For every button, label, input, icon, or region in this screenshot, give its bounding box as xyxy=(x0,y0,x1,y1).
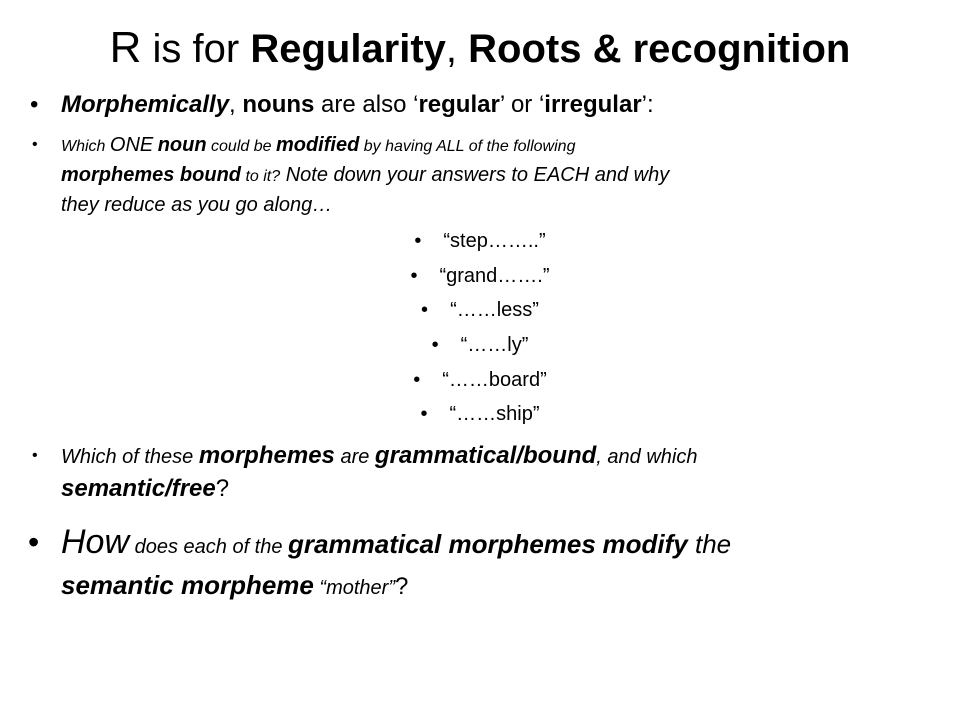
list-item xyxy=(0,228,960,254)
text-fragment: ’: xyxy=(641,91,654,118)
bullet: • xyxy=(413,369,421,391)
title-comma: , xyxy=(445,27,469,71)
irregular: irregular xyxy=(544,91,642,118)
morphemes: morphemes xyxy=(198,442,335,469)
list-item-text: “step……..” xyxy=(443,230,546,252)
one: ONE xyxy=(109,134,154,156)
slide-title xyxy=(0,22,960,75)
list-item xyxy=(0,297,960,323)
point-3-line-2 xyxy=(61,473,956,505)
bullet: • xyxy=(421,299,429,321)
point-2 xyxy=(0,131,960,221)
bullet: • xyxy=(28,524,40,560)
point-2-line-2 xyxy=(61,161,951,191)
modified: modified xyxy=(275,134,360,156)
point-4-text xyxy=(61,521,956,605)
title-r: R xyxy=(109,23,142,72)
point-1 xyxy=(0,88,960,122)
semantic-free: semantic/free xyxy=(61,475,216,502)
list-item-text: “……board” xyxy=(442,369,547,391)
text-fragment: ? xyxy=(215,475,230,502)
bullet: • xyxy=(410,265,418,287)
list-item-text: “……less” xyxy=(450,299,539,321)
bullet: • xyxy=(32,447,38,464)
list-item xyxy=(0,263,960,289)
point-4 xyxy=(0,521,960,601)
point-3-text xyxy=(61,440,956,505)
point-3 xyxy=(0,440,960,510)
bullet: • xyxy=(431,334,439,356)
text-fragment: Which xyxy=(61,138,110,155)
point-3-line-1 xyxy=(61,440,956,473)
point-1-text xyxy=(61,88,654,122)
morphemically: Morphemically xyxy=(61,91,230,118)
text-fragment: could be xyxy=(206,138,276,155)
text-fragment: the xyxy=(687,529,732,559)
list-item-text: “grand…….” xyxy=(439,265,550,287)
point-2-line-3: they reduce as you go along… xyxy=(61,194,333,216)
grammatical-bound: grammatical/bound xyxy=(374,442,597,469)
text-fragment: ? xyxy=(395,573,409,600)
bullet: • xyxy=(420,403,428,425)
point-2-line-1 xyxy=(61,131,951,161)
nouns: nouns xyxy=(242,91,315,118)
point-2-text xyxy=(61,131,951,219)
list-item xyxy=(0,367,960,393)
semantic-morpheme: semantic morpheme xyxy=(61,570,314,600)
list-item-text: “……ship” xyxy=(449,403,540,425)
morphemes-bound: morphemes bound xyxy=(61,164,242,186)
text-fragment: Which of these xyxy=(61,446,199,468)
title-is-for: is for xyxy=(141,27,251,71)
text-fragment: ’ or ‘ xyxy=(499,91,545,118)
point-4-line-2 xyxy=(61,568,956,605)
noun: noun xyxy=(157,134,207,156)
bullet: • xyxy=(414,230,422,252)
modify: modify xyxy=(602,529,688,559)
bullet: • xyxy=(30,91,39,118)
mother: “mother” xyxy=(313,577,395,599)
text-fragment: does each of the xyxy=(129,536,289,558)
title-roots-recognition: Roots & recognition xyxy=(468,27,851,71)
how: How xyxy=(61,523,130,561)
text-fragment: to it? xyxy=(241,168,281,185)
grammatical-morphemes: grammatical morphemes xyxy=(288,529,596,559)
text-fragment: are xyxy=(334,446,375,468)
text-fragment: , and which xyxy=(596,446,698,468)
text-fragment: Note down your answers to EACH and why xyxy=(280,164,670,186)
bullet: • xyxy=(32,136,38,153)
text-fragment: by having ALL of the following xyxy=(359,138,576,155)
text-fragment xyxy=(596,532,603,559)
regular: regular xyxy=(418,91,500,118)
list-item xyxy=(0,401,960,427)
text-fragment: are also ‘ xyxy=(314,91,419,118)
point-4-line-1 xyxy=(61,521,956,568)
list-item-text: “……ly” xyxy=(460,334,529,356)
title-regularity: Regularity xyxy=(250,27,446,71)
text-fragment: , xyxy=(229,91,243,118)
list-item xyxy=(0,332,960,358)
